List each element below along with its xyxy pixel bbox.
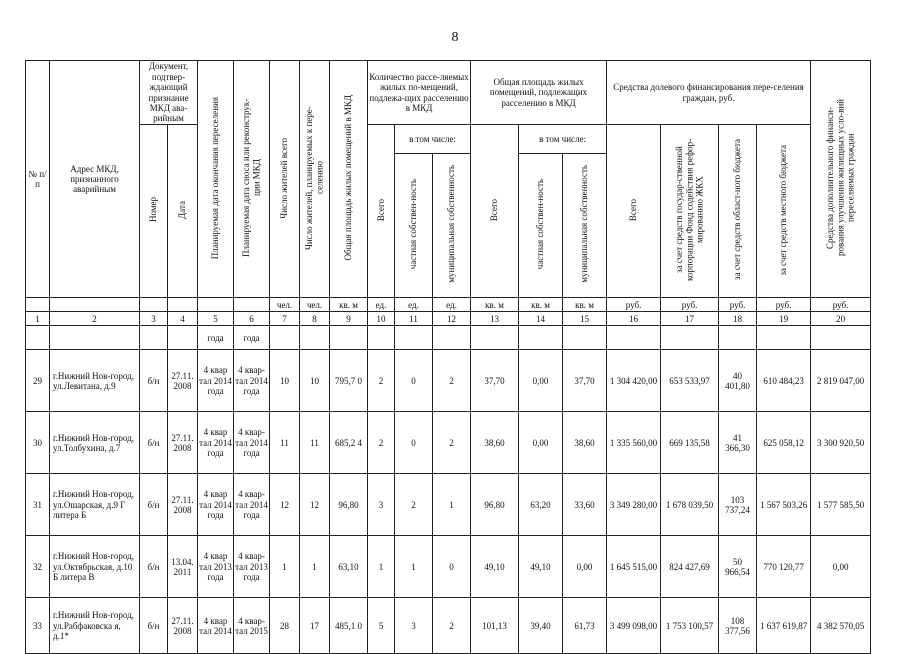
column-number-cell: 13 (471, 312, 519, 326)
cell-mun: 2 (433, 412, 471, 474)
cell-f_total: 3 349 280,00 (607, 474, 661, 536)
cell-res: 28 (270, 598, 300, 654)
cell-demo: 4 квар-тал 2014 года (234, 412, 270, 474)
cell-f_reg: 40 401,80 (719, 350, 757, 412)
cell-res: 12 (270, 474, 300, 536)
header-fund-state: за счет средств государ-ственной корпорации Фонд содействия рефор-мированию ЖКХ (661, 125, 719, 298)
header-area-including: в том числе: (519, 125, 607, 154)
cell-date: 27.11. 2008 (168, 412, 198, 474)
page-number: 8 (451, 30, 459, 45)
cell-a_priv: 49,10 (519, 536, 563, 598)
table-row (26, 536, 871, 598)
cell-addr: г.Нижний Нов-город, ул.Ошарская, д.9 Г литера Б (50, 474, 140, 536)
unit-cell: руб. (811, 298, 871, 312)
table-row (26, 598, 871, 654)
cell-n: 31 (26, 474, 50, 536)
cell-n: 33 (26, 598, 50, 654)
continuation-row: года года (26, 326, 871, 350)
column-number-cell: 12 (433, 312, 471, 326)
cell-a_total: 101,13 (471, 598, 519, 654)
header-rooms-municipal: муниципальная собственность (433, 153, 471, 298)
cell-a_mun: 61,73 (563, 598, 607, 654)
column-number-cell: 6 (234, 312, 270, 326)
cell-rooms: 5 (368, 598, 395, 654)
header-doc-date: Дата (168, 125, 198, 298)
unit-cell: руб. (661, 298, 719, 312)
cell-area: 685,2 4 (330, 412, 368, 474)
cell-demo: 4 квар-тал 2015 (234, 598, 270, 654)
cell-n: 32 (26, 536, 50, 598)
header-residents-planned: Число жителей, планируемых к пере-селению (300, 61, 330, 298)
cell-n: 29 (26, 350, 50, 412)
cell-a_priv: 39,40 (519, 598, 563, 654)
cell-a_priv: 0,00 (519, 350, 563, 412)
unit-cell (198, 298, 234, 312)
cell-date: 27.11. 2008 (168, 598, 198, 654)
header-area-group: Общая площадь жилых помещений, подлежащих расселению в МКД (471, 61, 607, 125)
cell-a_mun: 0,00 (563, 536, 607, 598)
cell-end: 4 квар тал 2014 (198, 598, 234, 654)
cell-docnum: б/н (140, 598, 168, 654)
cell-date: 27.11. 2008 (168, 474, 198, 536)
header-document: Документ, подтвер-ждающий признание МКД ава-рийным (140, 61, 198, 125)
header-doc-number: Номер (140, 125, 168, 298)
column-number-cell: 5 (198, 312, 234, 326)
column-number-cell: 9 (330, 312, 368, 326)
cell-priv: 1 (395, 536, 433, 598)
header-residents-total: Число жителей всего (270, 61, 300, 298)
cell-rooms: 2 (368, 350, 395, 412)
column-number-cell: 17 (661, 312, 719, 326)
header-funding-group: Средства долевого финансирования пере-селения граждан, руб. (607, 61, 811, 125)
cell-f_loc: 625 058,12 (757, 412, 811, 474)
unit-cell: ед. (395, 298, 433, 312)
cell-f_reg: 41 366,30 (719, 412, 757, 474)
cell-extra: 3 300 920,50 (811, 412, 871, 474)
header-fund-region: за счет средств област-ного бюджета (719, 125, 757, 298)
cell-f_total: 3 499 098,00 (607, 598, 661, 654)
units-row (26, 298, 871, 312)
column-number-cell: 2 (50, 312, 140, 326)
table-row (26, 412, 871, 474)
cell-a_mun: 37,70 (563, 350, 607, 412)
column-number-cell: 18 (719, 312, 757, 326)
header-address: Адрес МКД, признанного аварийным (50, 61, 140, 298)
cell-f_total: 1 645 515,00 (607, 536, 661, 598)
cell-end: 4 квар тал 2014 года (198, 350, 234, 412)
header-rooms-total: Всего (368, 125, 395, 298)
cell-f_loc: 1 637 619,87 (757, 598, 811, 654)
column-number-cell: 10 (368, 312, 395, 326)
unit-cell: кв. м (563, 298, 607, 312)
cell-resp: 1 (300, 536, 330, 598)
header-rooms-count: Количество рассе-ляемых жилых по-мещений, подлежа-щих расселению в МКД (368, 61, 471, 125)
header-rooms-private: частная собствен-ность (395, 153, 433, 298)
resettlement-table (25, 60, 871, 654)
column-numbers-row (26, 312, 871, 326)
unit-cell: кв. м (471, 298, 519, 312)
column-number-cell: 14 (519, 312, 563, 326)
cell-extra: 0,00 (811, 536, 871, 598)
unit-cell: ед. (433, 298, 471, 312)
cell-a_mun: 33,60 (563, 474, 607, 536)
header-extra-funds: Средства дополнительного финанси-рования улучшения жилищных усло-вий переселяемых граждан (811, 61, 871, 298)
cell-priv: 3 (395, 598, 433, 654)
cell-extra: 2 819 047,00 (811, 350, 871, 412)
cell-priv: 2 (395, 474, 433, 536)
header-fund-local: за счет средств местного бюджета (757, 125, 811, 298)
cell-area: 96,80 (330, 474, 368, 536)
cell-a_mun: 38,60 (563, 412, 607, 474)
cell-extra: 4 382 570,05 (811, 598, 871, 654)
cell-resp: 11 (300, 412, 330, 474)
header-area-private: частная собствен-ность (519, 153, 563, 298)
cell-f_total: 1 304 420,00 (607, 350, 661, 412)
cell-date: 13.04. 2011 (168, 536, 198, 598)
column-number-cell: 4 (168, 312, 198, 326)
cell-priv: 0 (395, 350, 433, 412)
cell-a_total: 37,70 (471, 350, 519, 412)
unit-cell: чел. (270, 298, 300, 312)
cell-demo: 4 квар-тал 2014 года (234, 474, 270, 536)
cell-a_priv: 63,20 (519, 474, 563, 536)
cell-docnum: б/н (140, 350, 168, 412)
cell-demo: 4 квар-тал 2014 года (234, 350, 270, 412)
cell-f_state: 669 135,58 (661, 412, 719, 474)
header-planned-end: Планируемая дата окончания переселения (198, 61, 234, 298)
unit-cell (234, 298, 270, 312)
column-number-cell: 20 (811, 312, 871, 326)
column-number-cell: 3 (140, 312, 168, 326)
cell-mun: 2 (433, 350, 471, 412)
unit-cell: чел. (300, 298, 330, 312)
cell-area: 63,10 (330, 536, 368, 598)
cell-addr: г.Нижний Нов-город, ул.Октябрьская, д.10 Б литера В (50, 536, 140, 598)
cell-res: 10 (270, 350, 300, 412)
unit-cell (140, 298, 168, 312)
unit-cell: ед. (368, 298, 395, 312)
cell-end: 4 квар тал 2014 года (198, 474, 234, 536)
column-number-cell: 8 (300, 312, 330, 326)
cell-a_total: 49,10 (471, 536, 519, 598)
table-row (26, 474, 871, 536)
cell-f_loc: 1 567 503,26 (757, 474, 811, 536)
header-fund-total: Всего (607, 125, 661, 298)
header-num: № п/п (26, 61, 50, 298)
cell-f_state: 1 678 039,50 (661, 474, 719, 536)
cell-f_state: 653 533,97 (661, 350, 719, 412)
column-number-cell: 11 (395, 312, 433, 326)
cell-addr: г.Нижний Нов-город, ул.Левитана, д.9 (50, 350, 140, 412)
cell-a_total: 38,60 (471, 412, 519, 474)
cell-mun: 2 (433, 598, 471, 654)
cell-addr: г.Нижний Нов-город, ул.Толбухина, д.7 (50, 412, 140, 474)
cell-a_priv: 0,00 (519, 412, 563, 474)
cell-area: 485,1 0 (330, 598, 368, 654)
header-planned-demolition: Планируемая дата сноса или реконструк-ции МКД (234, 61, 270, 298)
table-row (26, 350, 871, 412)
unit-cell (50, 298, 140, 312)
cell-res: 1 (270, 536, 300, 598)
column-number-cell: 7 (270, 312, 300, 326)
column-number-cell: 16 (607, 312, 661, 326)
cell-rooms: 2 (368, 412, 395, 474)
unit-cell: руб. (719, 298, 757, 312)
header-total-area: Общая площадь жилых помещений в МКД (330, 61, 368, 298)
cell-extra: 1 577 585,50 (811, 474, 871, 536)
cell-mun: 0 (433, 536, 471, 598)
cell-docnum: б/н (140, 536, 168, 598)
unit-cell: руб. (607, 298, 661, 312)
cell-docnum: б/н (140, 474, 168, 536)
cell-n: 30 (26, 412, 50, 474)
cell-rooms: 1 (368, 536, 395, 598)
column-number-cell: 15 (563, 312, 607, 326)
cell-f_reg: 103 737,24 (719, 474, 757, 536)
cell-resp: 12 (300, 474, 330, 536)
cell-f_reg: 108 377,56 (719, 598, 757, 654)
cell-f_total: 1 335 560,00 (607, 412, 661, 474)
cell-f_state: 1 753 100,57 (661, 598, 719, 654)
column-number-cell: 19 (757, 312, 811, 326)
cell-end: 4 квар тал 2014 года (198, 412, 234, 474)
cell-demo: 4 квар-тал 2013 года (234, 536, 270, 598)
cell-rooms: 3 (368, 474, 395, 536)
header-area-total: Всего (471, 125, 519, 298)
cell-priv: 0 (395, 412, 433, 474)
unit-cell: кв. м (330, 298, 368, 312)
cell-docnum: б/н (140, 412, 168, 474)
cell-area: 795,7 0 (330, 350, 368, 412)
cell-mun: 1 (433, 474, 471, 536)
cell-f_reg: 50 966,54 (719, 536, 757, 598)
cell-a_total: 96,80 (471, 474, 519, 536)
unit-cell: кв. м (519, 298, 563, 312)
cell-addr: г.Нижний Нов-город, ул.Рабфаковска я, д.1* (50, 598, 140, 654)
unit-cell (168, 298, 198, 312)
cell-end: 4 квар тал 2013 года (198, 536, 234, 598)
cell-resp: 17 (300, 598, 330, 654)
cell-f_loc: 610 484,23 (757, 350, 811, 412)
cell-date: 27.11. 2008 (168, 350, 198, 412)
cell-resp: 10 (300, 350, 330, 412)
column-number-cell: 1 (26, 312, 50, 326)
header-area-municipal: муниципальная собственность (563, 153, 607, 298)
cell-res: 11 (270, 412, 300, 474)
cell-f_loc: 770 120,77 (757, 536, 811, 598)
unit-cell: руб. (757, 298, 811, 312)
header-rooms-including: в том числе: (395, 125, 471, 154)
cell-f_state: 824 427,69 (661, 536, 719, 598)
unit-cell (26, 298, 50, 312)
